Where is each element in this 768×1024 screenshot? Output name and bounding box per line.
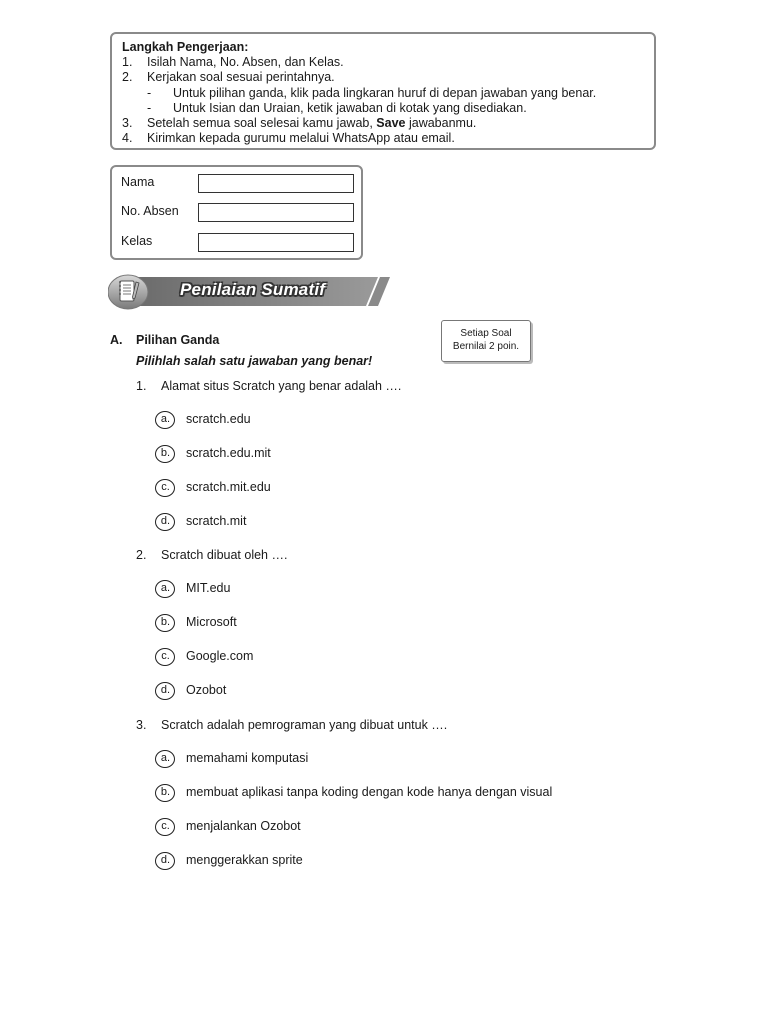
instruction-step: 4. Kirimkan kepada gurumu melalui WhatsApp atau email. [122,131,455,146]
question-number: 2. [136,548,147,562]
instruction-substep-text: Untuk Isian dan Uraian, ketik jawaban di kotak yang disediakan. [173,100,527,115]
instruction-step: 2. Kerjakan soal sesuai perintahnya. [122,70,335,85]
option-text: Microsoft [186,615,237,629]
option-circle[interactable]: b. [155,784,175,802]
absen-field[interactable] [198,203,354,222]
option-text: menggerakkan sprite [186,853,303,867]
kelas-field[interactable] [198,233,354,252]
option-text: scratch.mit [186,514,247,528]
question-number: 3. [136,718,147,732]
instruction-step-text: Kirimkan kepada gurumu melalui WhatsApp atau email. [147,131,455,146]
option-circle[interactable]: a. [155,750,175,768]
save-keyword: Save [376,116,406,131]
option-text: scratch.edu [186,412,251,426]
option-text: menjalankan Ozobot [186,819,301,833]
absen-label: No. Absen [121,204,179,218]
name-field[interactable] [198,174,354,193]
option-text: Ozobot [186,683,227,697]
option-circle[interactable]: d. [155,513,175,531]
score-note: Setiap Soal Bernilai 2 poin. [441,320,531,362]
option-text: memahami komputasi [186,751,309,765]
question-text: Alamat situs Scratch yang benar adalah …. [161,379,402,393]
option-circle[interactable]: a. [155,580,175,598]
option-circle[interactable]: d. [155,682,175,700]
identity-box [110,165,363,260]
instruction-substep: - Untuk pilihan ganda, klik pada lingkaran huruf di depan jawaban yang benar. [122,86,644,101]
instruction-step-text: Setelah semua soal selesai kamu jawab, Save jawabanmu. [147,116,477,131]
option-circle[interactable]: c. [155,818,175,836]
instructions-title: Langkah Pengerjaan: [122,40,249,54]
instructions-box [110,32,656,150]
section-instruction: Pilihlah salah satu jawaban yang benar! [136,354,373,368]
instruction-step-text: Isilah Nama, No. Absen, dan Kelas. [147,55,344,70]
option-circle[interactable]: b. [155,614,175,632]
instruction-substep-text: Untuk pilihan ganda, klik pada lingkaran huruf di depan jawaban yang benar. [173,85,597,100]
option-circle[interactable]: b. [155,445,175,463]
option-circle[interactable]: a. [155,411,175,429]
kelas-label: Kelas [121,234,153,248]
instruction-step-text: Kerjakan soal sesuai perintahnya. [147,70,335,85]
option-text: scratch.mit.edu [186,480,271,494]
banner-title: Penilaian Sumatif [180,280,326,299]
instruction-substep: - Untuk Isian dan Uraian, ketik jawaban di kotak yang disediakan. [122,101,644,116]
section-title: Pilihan Ganda [136,333,220,347]
option-text: Google.com [186,649,254,663]
option-circle[interactable]: d. [155,852,175,870]
option-text: membuat aplikasi tanpa koding dengan kode hanya dengan visual [186,785,553,799]
instruction-step: 3. Setelah semua soal selesai kamu jawab, Save jawabanmu. [122,116,477,131]
name-label: Nama [121,175,155,189]
option-text: MIT.edu [186,581,231,595]
option-circle[interactable]: c. [155,479,175,497]
option-circle[interactable]: c. [155,648,175,666]
option-text: scratch.edu.mit [186,446,271,460]
question-text: Scratch dibuat oleh …. [161,548,288,562]
instruction-step: 1. Isilah Nama, No. Absen, dan Kelas. [122,55,344,70]
question-number: 1. [136,379,147,393]
question-text: Scratch adalah pemrograman yang dibuat untuk …. [161,718,448,732]
